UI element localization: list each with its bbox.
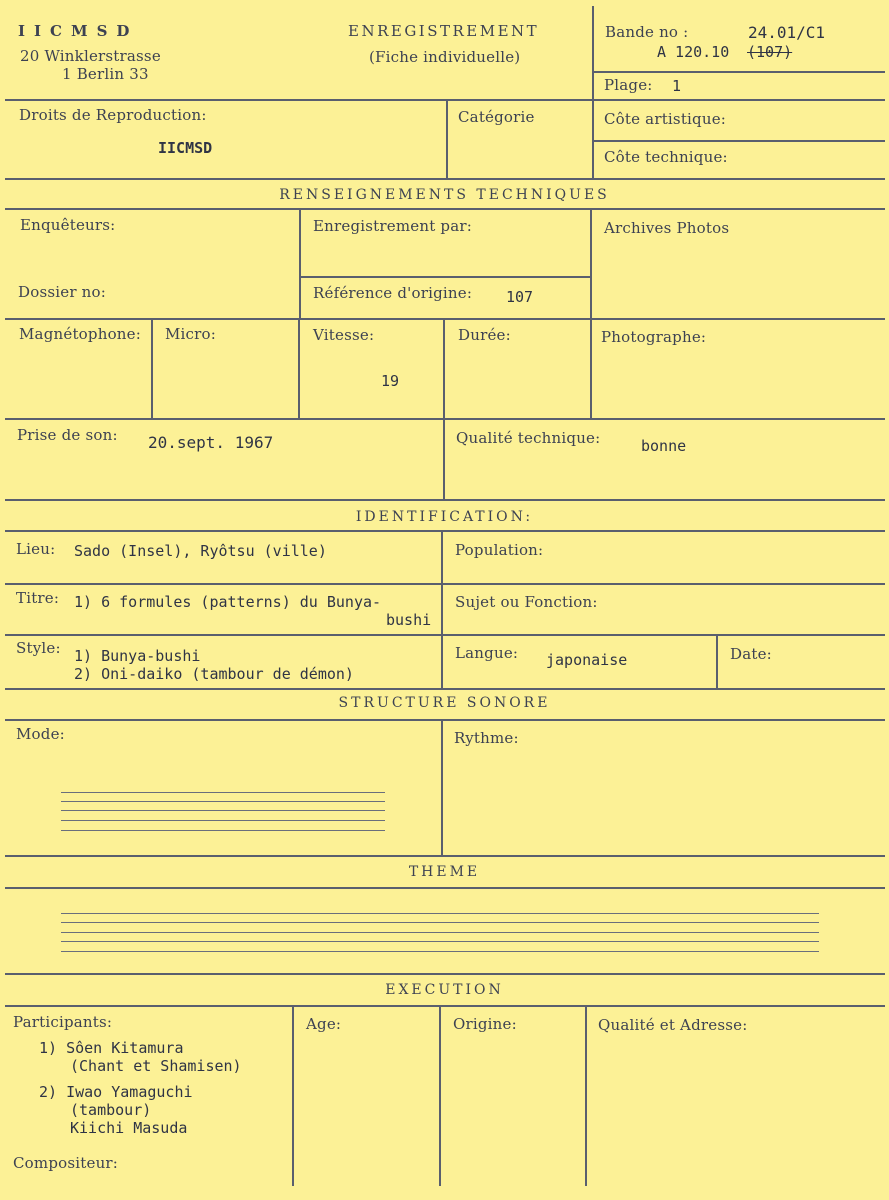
origine-label: Origine: — [453, 1015, 517, 1033]
rule-prise-top — [5, 418, 885, 420]
mode-label: Mode: — [16, 725, 65, 743]
rule-titre-top — [5, 583, 885, 585]
style-label: Style: — [16, 639, 61, 657]
rule-rythme-left — [441, 719, 443, 855]
enqueteurs-label: Enquêteurs: — [20, 216, 116, 234]
rule-age-left — [292, 1005, 294, 1186]
photographe-label: Photographe: — [601, 328, 707, 346]
section-heading-technique: RENSEIGNEMENTS TECHNIQUES — [279, 187, 610, 203]
rule-ident-heading-bottom — [5, 530, 885, 532]
archives-photos-label: Archives Photos — [604, 219, 730, 237]
rule-categorie-left — [446, 99, 448, 178]
rule-style-top — [5, 634, 885, 636]
droits-value: IICMSD — [158, 139, 213, 157]
rule-equipment-top — [5, 318, 885, 320]
titre-value-line2: bushi — [386, 611, 432, 629]
rule-ident-right — [441, 530, 443, 688]
staff-line — [61, 820, 385, 821]
address-street: 20 Winklerstrasse — [20, 47, 161, 65]
dossier-label: Dossier no: — [18, 283, 107, 301]
duree-label: Durée: — [458, 326, 511, 344]
prise-label: Prise de son: — [17, 426, 118, 444]
section-heading-structure: STRUCTURE SONORE — [338, 695, 551, 711]
lieu-value: Sado (Insel), Ryôtsu (ville) — [74, 542, 327, 560]
titre-value-line1: 1) 6 formules (patterns) du Bunya- — [74, 593, 382, 611]
micro-label: Micro: — [165, 325, 217, 343]
prise-value: 20.sept. 1967 — [148, 433, 274, 452]
reference-value: 107 — [506, 288, 534, 306]
compositeur-label: Compositeur: — [13, 1154, 119, 1172]
staff-line — [61, 913, 819, 914]
staff-line — [61, 830, 385, 831]
institute-logo: IICMSD — [18, 22, 139, 40]
titre-label: Titre: — [16, 589, 60, 607]
participant-2-role: (tambour) — [70, 1101, 152, 1119]
rule-micro-left — [151, 318, 153, 418]
reference-label: Référence d'origine: — [313, 284, 473, 302]
langue-value: japonaise — [546, 651, 628, 669]
rule-duree-left — [443, 318, 445, 500]
droits-label: Droits de Reproduction: — [19, 106, 207, 124]
bande-struck-value: (107) — [747, 43, 793, 61]
staff-line — [61, 932, 819, 933]
bande-label: Bande no : — [605, 23, 689, 41]
age-label: Age: — [306, 1015, 342, 1033]
staff-line — [61, 922, 819, 923]
bande-value-2: A 120.10 — [657, 43, 730, 61]
rule-enreg-left — [299, 208, 301, 318]
section-heading-execution: EXECUTION — [385, 982, 504, 998]
style-value-line1: 1) Bunya-bushi — [74, 647, 201, 665]
header-divider — [592, 6, 594, 178]
participant-3-name: Kiichi Masuda — [70, 1119, 188, 1137]
cote-artistique-label: Côte artistique: — [604, 110, 727, 128]
rule-reference-top — [299, 276, 590, 278]
rule-rights-top — [5, 99, 885, 101]
plage-label: Plage: — [604, 76, 653, 94]
rule-ident-heading-top — [5, 499, 885, 501]
rule-qualite-adresse-left — [585, 1005, 587, 1186]
rule-tech-heading-top — [5, 178, 885, 180]
rule-structure-heading-bottom — [5, 719, 885, 721]
rule-theme-heading-bottom — [5, 887, 885, 889]
rule-tech-heading-bottom — [5, 208, 885, 210]
rule-theme-heading-top — [5, 855, 885, 857]
staff-line — [61, 951, 819, 952]
date-label: Date: — [730, 645, 772, 663]
participants-label: Participants: — [13, 1013, 113, 1031]
rule-execution-heading-bottom — [5, 1005, 885, 1007]
sujet-label: Sujet ou Fonction: — [455, 593, 598, 611]
address-city: 1 Berlin 33 — [62, 65, 149, 83]
vitesse-label: Vitesse: — [313, 326, 375, 344]
rule-origine-left — [439, 1005, 441, 1186]
form-subtitle: (Fiche individuelle) — [369, 48, 521, 66]
rule-archives-left — [590, 208, 592, 420]
population-label: Population: — [455, 541, 544, 559]
section-heading-theme: THEME — [408, 864, 481, 880]
langue-label: Langue: — [455, 644, 519, 662]
categorie-label: Catégorie — [458, 108, 535, 126]
rule-vitesse-left — [298, 318, 300, 418]
participant-1-role: (Chant et Shamisen) — [70, 1057, 242, 1075]
rule-date-left — [716, 634, 718, 688]
rule-structure-heading-top — [5, 688, 885, 690]
staff-line — [61, 792, 385, 793]
plage-value: 1 — [672, 77, 682, 95]
participant-2-name: 2) Iwao Yamaguchi — [39, 1083, 193, 1101]
vitesse-value: 19 — [381, 372, 400, 390]
rule-cote — [592, 140, 885, 142]
qualite-technique-label: Qualité technique: — [456, 429, 601, 447]
rule-execution-heading-top — [5, 973, 885, 975]
lieu-label: Lieu: — [16, 540, 56, 558]
qualite-technique-value: bonne — [641, 437, 687, 455]
magnetophone-label: Magnétophone: — [19, 325, 141, 343]
enregistrement-par-label: Enregistrement par: — [313, 217, 472, 235]
qualite-adresse-label: Qualité et Adresse: — [598, 1016, 748, 1034]
section-heading-identification: IDENTIFICATION: — [355, 509, 534, 525]
bande-value: 24.01/C1 — [748, 23, 826, 42]
rule-plage-top — [592, 71, 885, 73]
style-value-line2: 2) Oni-daiko (tambour de démon) — [74, 665, 354, 683]
form-title: ENREGISTREMENT — [348, 22, 540, 40]
cote-technique-label: Côte technique: — [604, 148, 728, 166]
staff-line — [61, 810, 385, 811]
staff-line — [61, 801, 385, 802]
staff-line — [61, 941, 819, 942]
rythme-label: Rythme: — [454, 729, 519, 747]
participant-1-name: 1) Sôen Kitamura — [39, 1039, 184, 1057]
